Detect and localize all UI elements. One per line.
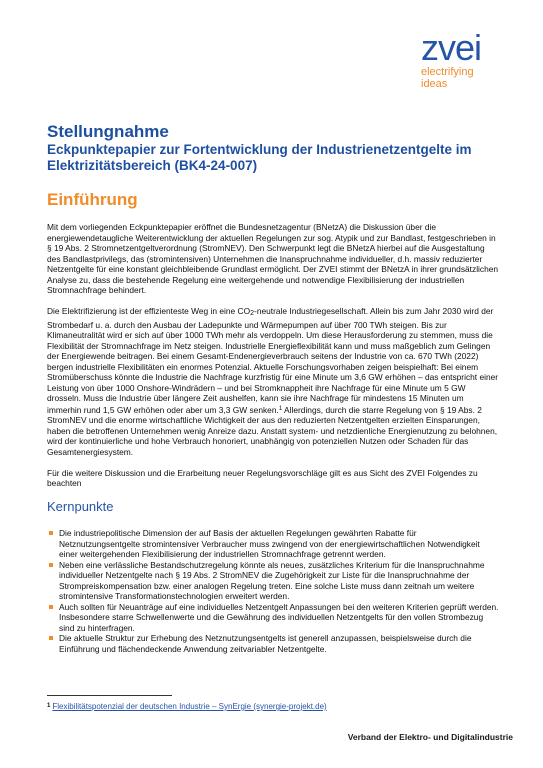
bullet-icon [49, 531, 53, 535]
paragraph-text: -neutrale Industriegesellschaft. Allein bis zum Jahr 2030 wird der Strombedarf u. a. durch den Ausbau der Ladepunkte und Wärmepumpen auf über 700 TWh steigen. Bis zur Klimaneutralität wird er sich auf über 1000 TWh mehr als verdoppeln. Um diese Herausforderung zu stemmen, muss die Flexibilität der Stromnachfrage im Netz steigen. Industrielle Energieflexibilität kann und muss maßgeblich zum Gelingen der Energiewende beitragen. Bei einem Gesamt-Endenergieverbrauch seitens der Industrie von ca. 670 TWh (2022) bergen industrielle Flexibilitäten ein enormes Potenzial. Aktuelle Forschungsvorhaben zeigen beispielhaft: Bei einem Stromüberschuss könnte die Industrie die Nachfrage kurzfristig für eine Minute um 3,6 GW erhöhen – das entspricht einer Leistung von über 1000 Onshore-Windrädern – und bei Stromknappheit ihre Nachfrage für eine Minute um 5 GW drosseln. Muss die Industrie über längere Zeit aushelfen, kann sie ihre Nachfrage für mindestens 15 Minuten um immerhin rund 1,5 GW erhöhen oder aber um 3,3 GW senken. [47, 306, 499, 415]
intro-body [47, 222, 499, 499]
subscript-2: 2 [250, 310, 255, 317]
list-item [47, 602, 499, 634]
list-item [47, 633, 499, 654]
logo-tagline-1: electrifying [421, 66, 474, 78]
list-item-text: Die industriepolitische Dimension der auf Basis der aktuellen Regelungen gewährten Rabatte für Netznutzungsentgelte stromintensiver Verbraucher muss zwingend von der energiewirtschaftlichen Notwendigkeit einer weitergehenden Flexibilisierung der industriellen Stromnachfrage getrennt werden. [59, 528, 480, 559]
bullet-icon [49, 636, 53, 640]
list-item [47, 528, 499, 560]
page-footer: Verband der Elektro- und Digitalindustrie [347, 732, 513, 742]
kernpunkte-list [47, 528, 499, 654]
document-title: Stellungnahme [47, 122, 169, 141]
footnote-number: 1 [47, 703, 51, 709]
section-heading-kernpunkte: Kernpunkte [47, 499, 114, 514]
intro-paragraph-2 [47, 306, 499, 457]
bullet-icon [49, 605, 53, 609]
list-item-text: Auch sollten für Neuanträge auf eine individuelles Netzentgelt Anpassungen bei den weiteren Kriterien geprüft werden. Insbesondere starre Schwellenwerte und die Gewährung des individuellen Netzentgelts für den vollen Strombezug sind zu hinterfragen. [59, 601, 499, 633]
list-item-text: Neben eine verlässliche Bestandschutzregelung könnte als neues, zusätzliches Kriterium für die Inanspruchnahme individueller Netzentgelte nach § 19 Abs. 2 StromNEV die Zugehörigkeit zur Liste für die Inanspruchnahme der Strompreiskompensation bzw. einer analogen Regelung treten. Eine solche Liste muss dann zeitnah um weitere stromintensive Transformationstechnologien erweitert werden. [59, 559, 485, 601]
document-subtitle: Eckpunktepapier zur Fortentwicklung der Industrienetzentgelte im Elektrizitätsbereich (BK4-24-007) [47, 142, 472, 173]
intro-paragraph-3: Für die weitere Diskussion und die Erarbeitung neuer Regelungsvorschläge gilt es aus Sicht des ZVEI Folgendes zu beachten [47, 467, 478, 488]
footnote-link[interactable]: Flexibilitätspotenzial der deutschen Industrie – SynErgie (synergie-projekt.de) [52, 702, 327, 711]
paragraph-text: Die Elektrifizierung ist der effizienteste Weg in eine CO [47, 306, 251, 316]
footnote-ref[interactable]: 1 [278, 405, 283, 412]
zvei-logo [421, 27, 521, 90]
list-item-text: Die aktuelle Struktur zur Erhebung des Netznutzungsentgelts ist generell anzupassen, beispielsweise durch die Einführung und flächendeckende Anwendung zeitvariabler Netzentgelte. [59, 633, 472, 654]
paragraph-text: Allerdings, durch die starre Regelung von § 19 Abs. 2 StromNEV und die enorme wirtschaftliche Wichtigkeit der aus den reduzierten Netzentgelten erzielten Einsparungen, haben die betroffenen Unternehmen wenig Anreize dazu. Anstatt system- und netzdienliche Energienutzung zu belohnen, wird der kontinuierliche und hohe Verbrauch honoriert, unabhängig von potenziellen Nutzen oder Schaden für das Gesamtenergiesystem. [47, 404, 498, 457]
intro-paragraph-1: Mit dem vorliegenden Eckpunktepapier eröffnet die Bundesnetzagentur (BNetzA) die Diskussion über die energiewendetaugliche Weiterentwicklung der aktuellen Regelungen zur sog. Atypik und zur Bandlast, festgeschrieben in § 19 Abs. 2 Stromnetzentgeltverordnung (StromNEV). Den Schwerpunkt legt die BNetzA hierbei auf die Ausgestaltung des Bandlastprivilegs, das (stromintensiven) Unternehmen die Inanspruchnahme individueller, d.h. massiv reduzierter Netzentgelte für eine konstant gleichbleibende Grundlast ermöglicht. Der ZVEI stimmt der BNetzA in ihrer grundsätzlichen Analyse zu, dass die bestehende Regelung eine weitergehende und notwendige Flexibilisierung der industriellen Stromnachfrage behindert. [47, 222, 499, 295]
document-title-block [47, 122, 507, 174]
bullet-icon [49, 563, 53, 567]
logo-tagline-2: ideas [421, 78, 448, 90]
footnote [47, 701, 327, 712]
list-item [47, 560, 499, 602]
section-heading-einfuehrung: Einführung [47, 190, 138, 209]
footnote-divider [47, 695, 172, 696]
logo-wordmark: zvei [421, 27, 482, 68]
